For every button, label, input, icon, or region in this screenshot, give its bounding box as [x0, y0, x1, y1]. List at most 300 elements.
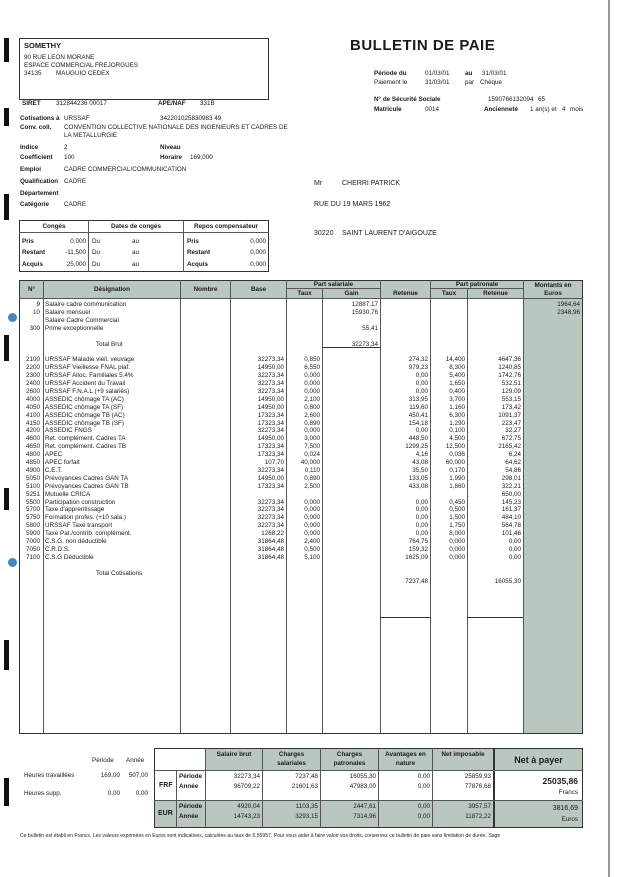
row-base: 32273,34 — [257, 522, 284, 530]
row-taux — [287, 348, 320, 356]
summary-cell: 32273,34 — [233, 773, 260, 780]
row-euros — [524, 348, 580, 356]
row-taux-patronal: 1,650 — [449, 380, 465, 387]
repos-pris-value: 0,000 — [250, 238, 266, 245]
summary-avantages-header1: Avantages en — [385, 751, 426, 758]
row-base: 32273,34 — [257, 427, 284, 435]
row-taux: 0,890 — [304, 419, 320, 427]
row-retenue-patronale: 173,42 — [501, 403, 521, 411]
col-num-header: N° — [27, 286, 36, 293]
col-retenue-patronale-header: Retenue — [483, 290, 508, 297]
row-taux — [287, 325, 320, 333]
summary-cell: 21601,63 — [291, 783, 318, 790]
row-retenue: 274,32 — [408, 356, 428, 364]
row-code — [20, 578, 40, 586]
period-to: 31/03/01 — [482, 70, 507, 77]
row-base: 32273,34 — [257, 387, 284, 395]
row-taux: 5,100 — [304, 553, 320, 561]
coefficient-value: 100 — [64, 154, 75, 161]
row-retenue: 35,50 — [412, 466, 428, 474]
conges-acquis-value: 25,000 — [66, 261, 86, 268]
row-code: 4100 — [25, 411, 40, 419]
employee-civility: Mr — [314, 180, 323, 187]
row-base: 32273,34 — [257, 514, 284, 522]
row-taux-patronal: 1,990 — [449, 474, 465, 482]
row-euros — [524, 491, 580, 499]
summary-charges-pat-header2: patronales — [333, 760, 366, 767]
col-retenue-header: Retenue — [393, 290, 418, 297]
row-retenue-patronale: 322,21 — [501, 482, 521, 490]
row-code: 7100 — [25, 553, 40, 561]
row-code: 4600 — [25, 435, 40, 443]
binder-mark — [4, 108, 9, 126]
row-taux-patronal: 8,000 — [449, 530, 465, 538]
row-base — [231, 333, 284, 341]
punch-hole — [8, 313, 17, 322]
row-gain — [323, 333, 378, 341]
row-base: 32273,34 — [257, 506, 284, 514]
row-taux: 0,000 — [304, 498, 320, 506]
summary-cell: 0,00 — [417, 803, 430, 810]
row-taux: 6,550 — [304, 364, 320, 372]
summary-periode-header: Période — [92, 757, 114, 764]
payment-method: Chèque — [480, 79, 503, 86]
row-taux-patronal — [431, 491, 465, 499]
row-taux — [287, 491, 320, 499]
row-euros — [524, 475, 580, 483]
row-retenue-patronale: 1742,76 — [498, 372, 521, 380]
row-designation: Ret. complément. Cadres TB — [45, 443, 127, 451]
row-code — [20, 348, 40, 356]
row-taux-patronal: 0,000 — [449, 545, 465, 553]
matricule-label: Matricule — [374, 106, 402, 113]
row-gain — [323, 420, 378, 428]
row-designation: C.E.T. — [45, 466, 63, 474]
row-retenue: 1299,25 — [405, 443, 428, 451]
summary-cell: 0,00 — [417, 773, 430, 780]
row-retenue-patronale: 298,01 — [501, 474, 521, 482]
row-taux-patronal: 1,860 — [449, 482, 465, 490]
row-retenue: 764,75 — [408, 538, 428, 545]
row-designation: ASSEDIC FNGS — [45, 427, 92, 435]
row-base — [231, 317, 284, 325]
binder-mark — [4, 335, 9, 361]
row-gain: 55,41 — [362, 324, 378, 332]
row-code: 5100 — [25, 482, 40, 490]
ss-label: N° de Sécurité Sociale — [374, 96, 441, 103]
heures-supp-label: Heures supp. — [24, 790, 62, 797]
row-base — [231, 341, 284, 349]
conges-restant-value: -11,500 — [65, 249, 86, 256]
row-code: 4850 — [25, 459, 40, 466]
row-taux-patronal: 0,036 — [449, 451, 465, 459]
row-retenue: 0,00 — [415, 506, 428, 514]
row-designation: C.S.G Déductible — [45, 553, 94, 561]
row-retenue: 159,32 — [408, 545, 428, 553]
row-designation: URSSAF F.N.A.L (+9 salariés) — [45, 387, 130, 395]
row-code: 4050 — [25, 403, 40, 411]
row-base: 31864,48 — [257, 553, 284, 561]
row-base: 31864,48 — [257, 538, 284, 545]
net-frf-unit: Francs — [558, 789, 578, 796]
heures-supp-periode: 0,00 — [107, 790, 120, 797]
row-retenue: 0,00 — [415, 498, 428, 506]
row-taux: 0,850 — [304, 356, 320, 364]
summary-cell: 7314,96 — [353, 813, 376, 820]
summary-cell: 3293,15 — [295, 813, 318, 820]
row-euros — [524, 435, 580, 443]
conv-label: Conv. coll. — [20, 124, 52, 131]
row-gain — [323, 578, 378, 586]
summary-cell: 11872,22 — [465, 813, 491, 820]
summary-charges-sal-header1: Charges — [278, 751, 305, 758]
row-euros — [524, 427, 580, 435]
employee-address: RUE DU 19 MARS 1962 — [314, 201, 391, 208]
row-euros — [524, 317, 580, 325]
row-base — [231, 570, 284, 578]
conges-pris-value: 0,000 — [70, 238, 86, 245]
indice-value: 2 — [64, 144, 68, 151]
row-euros — [524, 451, 580, 459]
row-code: 4800 — [25, 451, 40, 459]
anciennete-value: 1 an(s) et — [530, 106, 557, 113]
ape-value: 331B — [200, 100, 215, 107]
row-base: 1268,22 — [261, 530, 284, 538]
row-euros — [524, 380, 580, 388]
frf-periode-label: Période — [179, 773, 203, 780]
row-retenue — [381, 562, 428, 570]
summary-cell: 4920,04 — [237, 803, 260, 810]
conges-restant-label: Restant — [22, 249, 46, 256]
row-designation: ASSEDIC chômage TB (SF) — [45, 419, 124, 427]
row-retenue: 133,05 — [408, 474, 428, 482]
row-code: 2100 — [25, 356, 40, 364]
row-retenue-patronale — [468, 341, 521, 349]
row-retenue: 448,50 — [408, 435, 428, 443]
row-retenue: 0,00 — [415, 514, 428, 522]
row-euros — [524, 578, 580, 586]
row-taux-patronal: 3,700 — [449, 395, 465, 403]
cotisations-value: URSSAF — [64, 115, 90, 122]
row-retenue: 0,00 — [415, 522, 428, 530]
row-euros — [524, 506, 580, 514]
row-gain — [323, 491, 378, 499]
summary-cell: 14743,23 — [233, 813, 260, 820]
row-base: 17323,34 — [257, 419, 284, 427]
horaire-value: 169,000 — [190, 154, 213, 161]
eur-annee-label: Année — [179, 813, 199, 820]
row-taux-patronal: 0,170 — [449, 466, 465, 474]
payment-par-label: par — [465, 79, 475, 86]
row-code: 5800 — [25, 522, 40, 530]
row-euros — [524, 562, 580, 570]
repos-header: Repos compensateur — [193, 223, 259, 230]
repos-restant-value: 0,000 — [250, 249, 266, 256]
conges-restant-au: au — [132, 249, 140, 256]
row-gain — [323, 364, 378, 372]
conges-pris-du: Du — [92, 238, 101, 245]
row-gain — [323, 475, 378, 483]
summary-cell: 0,00 — [417, 783, 430, 790]
row-base: 14950,00 — [257, 395, 284, 403]
row-base: 31864,48 — [257, 545, 284, 553]
row-taux — [287, 333, 320, 341]
row-taux — [287, 301, 320, 309]
summary-cell: 7237,48 — [295, 773, 318, 780]
row-euros — [524, 388, 580, 396]
row-base — [231, 325, 284, 333]
row-retenue — [381, 333, 428, 341]
conges-acquis-label: Acquis — [22, 261, 43, 268]
cotisations-number: 342201025830983 49 — [160, 115, 222, 122]
row-designation: Total Brut — [96, 340, 123, 348]
row-taux-patronal — [431, 301, 465, 309]
repos-pris-label: Pris — [187, 238, 199, 245]
summary-avantages-header2: nature — [395, 760, 416, 767]
conges-header: Congés — [42, 223, 66, 230]
row-code: 2400 — [25, 380, 40, 387]
row-retenue-patronale: 672,75 — [501, 435, 521, 443]
row-designation: ASSEDIC chômage TB (AC) — [45, 411, 125, 419]
row-designation — [45, 333, 179, 341]
col-gain-header: Gain — [344, 290, 359, 297]
row-taux: 0,000 — [304, 514, 320, 522]
row-gain — [323, 499, 378, 507]
employer-address2: ESPACE COMMERCIAL FREJORGUES — [24, 62, 139, 69]
qualification-label: Qualification — [20, 178, 59, 185]
employee-city: SAINT LAURENT D'AIGOUZE — [342, 230, 437, 237]
row-gain: 32273,34 — [351, 340, 378, 348]
row-euros — [524, 483, 580, 491]
row-taux-patronal — [431, 562, 465, 570]
row-euros — [524, 396, 580, 404]
row-designation: Taxe Pat./contrib. complément. — [45, 530, 132, 538]
row-designation: Formation profes. (+10 sala.) — [45, 514, 127, 522]
anciennete-label: Ancienneté — [484, 106, 518, 113]
row-code: 2300 — [25, 372, 40, 380]
row-retenue-patronale: 129,09 — [501, 387, 521, 395]
period-from: 01/03/01 — [425, 70, 450, 77]
row-retenue: 0,00 — [415, 372, 428, 380]
col-taux-header: Taux — [297, 290, 312, 297]
row-euros — [524, 333, 580, 341]
horaire-label: Horaire — [160, 154, 183, 161]
row-taux-patronal: 1,160 — [449, 403, 465, 411]
row-retenue: 979,23 — [408, 364, 428, 372]
row-base: 17323,34 — [257, 443, 284, 451]
row-retenue-patronale: 2165,42 — [498, 443, 521, 451]
row-retenue-patronale: 64,62 — [505, 459, 521, 466]
summary-cell: 3957,57 — [468, 803, 491, 810]
row-designation: Salaire Cadre Commercial — [45, 316, 119, 324]
row-code: 4650 — [25, 443, 40, 451]
row-retenue: 4,16 — [415, 451, 428, 459]
row-euros — [524, 554, 580, 562]
row-taux-patronal: 5,400 — [449, 372, 465, 380]
row-retenue: 0,00 — [415, 530, 428, 538]
row-code: 5251 — [25, 490, 40, 498]
row-euros — [524, 499, 580, 507]
row-designation: Participation construction — [45, 498, 116, 506]
row-code: 5500 — [25, 498, 40, 506]
row-code: 9 — [36, 301, 40, 308]
row-taux: 0,000 — [304, 387, 320, 395]
row-code: 2600 — [25, 387, 40, 395]
emploi-label: Emploi — [20, 166, 41, 173]
row-code: 4900 — [25, 466, 40, 474]
payment-date: 31/03/01 — [425, 79, 450, 86]
row-retenue — [381, 317, 428, 325]
row-gain — [323, 554, 378, 562]
row-retenue: 7237,48 — [405, 577, 428, 585]
row-taux: 0,500 — [304, 545, 320, 553]
summary-charges-pat-header1: Charges — [336, 751, 363, 758]
conges-acquis-au: au — [132, 261, 140, 268]
row-designation: URSSAF Taxe transport — [45, 522, 113, 530]
row-retenue-patronale: 553,15 — [501, 395, 521, 403]
row-taux: 2,600 — [304, 411, 320, 419]
row-base: 14950,00 — [257, 435, 284, 443]
row-gain — [323, 443, 378, 451]
col-part-salariale-header: Part salariale — [313, 281, 354, 288]
row-gain — [323, 483, 378, 491]
row-taux-patronal: 0,000 — [449, 553, 465, 561]
row-retenue-patronale: 223,47 — [501, 419, 521, 427]
row-retenue-patronale — [468, 570, 521, 578]
row-designation: Salaire mensuel — [45, 308, 91, 316]
row-euros — [524, 420, 580, 428]
row-base: 32273,34 — [257, 498, 284, 506]
row-retenue-patronale — [468, 562, 521, 570]
row-code — [20, 317, 40, 325]
row-euros — [524, 325, 580, 333]
row-designation: Prévoyances Cadres GAN TB — [45, 482, 129, 490]
row-euros — [524, 570, 580, 578]
conges-pris-au: au — [132, 238, 140, 245]
categorie-value: CADRE — [64, 201, 87, 208]
row-euros: 1964,64 — [557, 301, 580, 308]
row-taux — [287, 317, 320, 325]
row-retenue-patronale — [468, 309, 521, 317]
row-code: 5750 — [25, 514, 40, 522]
frf-annee-label: Année — [179, 783, 199, 790]
coefficient-label: Coefficient — [20, 154, 53, 161]
row-euros — [524, 530, 580, 538]
period-label: Période du — [374, 70, 407, 77]
row-designation: Salaire cadre communication — [45, 301, 127, 308]
row-retenue-patronale: 4647,36 — [498, 356, 521, 364]
row-taux — [287, 562, 320, 570]
row-retenue — [381, 570, 428, 578]
row-designation: Prévoyances Cadres GAN TA — [45, 474, 129, 482]
row-taux-patronal — [431, 325, 465, 333]
row-designation: APEC — [45, 451, 63, 459]
summary-annee-header: Année — [126, 757, 145, 764]
row-designation: Total Cotisations — [96, 569, 143, 577]
row-retenue-patronale: 32,27 — [505, 427, 521, 435]
row-base: 107,70 — [264, 459, 284, 466]
conv-line1: CONVENTION COLLECTIVE NATIONALE DES INGENIEURS ET CADRES DE — [64, 124, 288, 131]
col-base-header: Base — [250, 286, 267, 293]
row-taux: 0,800 — [304, 403, 320, 411]
row-designation: C.S.G. non déductible — [45, 538, 107, 545]
row-retenue: 1625,09 — [405, 553, 428, 561]
row-base: 14950,00 — [257, 364, 284, 372]
row-gain: 12887,17 — [351, 301, 378, 308]
row-taux: 2,400 — [304, 538, 320, 545]
row-retenue-patronale — [468, 348, 521, 356]
summary-imposable-header: Net imposable — [441, 751, 485, 758]
row-retenue-patronale: 650,00 — [501, 490, 521, 498]
row-base — [231, 348, 284, 356]
row-designation: URSSAF Vieillesse FNAL plaf. — [45, 364, 131, 372]
conges-restant-du: Du — [92, 249, 101, 256]
row-taux: 0,024 — [304, 451, 320, 459]
row-retenue-patronale: 161,37 — [501, 506, 521, 514]
row-gain — [323, 412, 378, 420]
footer-note: Ce bulletin est établi en Francs. Les valeurs exprimées en Euros sont indicatives, calculées au taux de 6,55957. Pour vous aider à faire valoir vos droits, conservez ce bulletin de paie sans limitation de durée. Sage — [20, 833, 501, 839]
summary-charges-sal-header2: salariales — [277, 760, 306, 767]
row-retenue: 433,08 — [408, 482, 428, 490]
employer-address1: 90 RUE LEON MORANE — [24, 54, 95, 61]
row-retenue-patronale: 54,86 — [505, 466, 521, 474]
row-taux: 0,000 — [304, 530, 320, 538]
row-retenue-patronale: 16055,30 — [494, 577, 521, 585]
heures-label: Heures travaillées — [24, 772, 75, 779]
row-retenue-patronale: 0,00 — [508, 553, 521, 561]
row-taux: 2,100 — [304, 395, 320, 403]
row-taux-patronal — [431, 317, 465, 325]
row-code: 5700 — [25, 506, 40, 514]
net-frf-value: 25035,86 — [542, 776, 578, 786]
row-taux-patronal: 0,450 — [449, 498, 465, 506]
row-taux-patronal: 4,500 — [449, 435, 465, 443]
net-eur-value: 3816,69 — [552, 805, 578, 812]
ape-label: APE/NAF — [158, 100, 186, 107]
frf-label: FRF — [159, 782, 173, 789]
row-base: 17323,34 — [257, 411, 284, 419]
row-taux — [287, 578, 320, 586]
conv-line2: LA METALLURGIE — [64, 132, 118, 139]
row-code: 300 — [29, 324, 40, 332]
niveau-label: Niveau — [160, 144, 181, 151]
binder-mark — [4, 194, 9, 220]
col-taux-patronal-header: Taux — [441, 290, 457, 297]
row-designation: URSSAF Maladie vieil. veuvage — [45, 356, 135, 364]
row-designation: ASSEDIC chômage TA (AC) — [45, 395, 124, 403]
row-taux: 0,000 — [304, 427, 320, 435]
row-retenue-patronale — [468, 317, 521, 325]
row-base: 32273,34 — [257, 380, 284, 387]
repos-acquis-label: Acquis — [187, 261, 208, 268]
summary-cell: 25859,93 — [464, 773, 491, 780]
employee-postcode: 30220 — [314, 230, 334, 237]
row-retenue-patronale — [468, 301, 521, 309]
row-code: 4000 — [25, 395, 40, 403]
row-gain — [323, 380, 378, 388]
row-taux-patronal — [431, 333, 465, 341]
row-gain — [323, 538, 378, 546]
row-taux-patronal — [431, 348, 465, 356]
page-title: BULLETIN DE PAIE — [350, 37, 496, 54]
binder-mark — [4, 38, 9, 62]
ss-key: 65 — [538, 96, 546, 103]
col-euros-header: Euros — [544, 290, 562, 297]
row-retenue-patronale: 0,00 — [508, 538, 521, 545]
row-gain — [323, 459, 378, 467]
row-euros — [524, 364, 580, 372]
row-gain — [323, 435, 378, 443]
